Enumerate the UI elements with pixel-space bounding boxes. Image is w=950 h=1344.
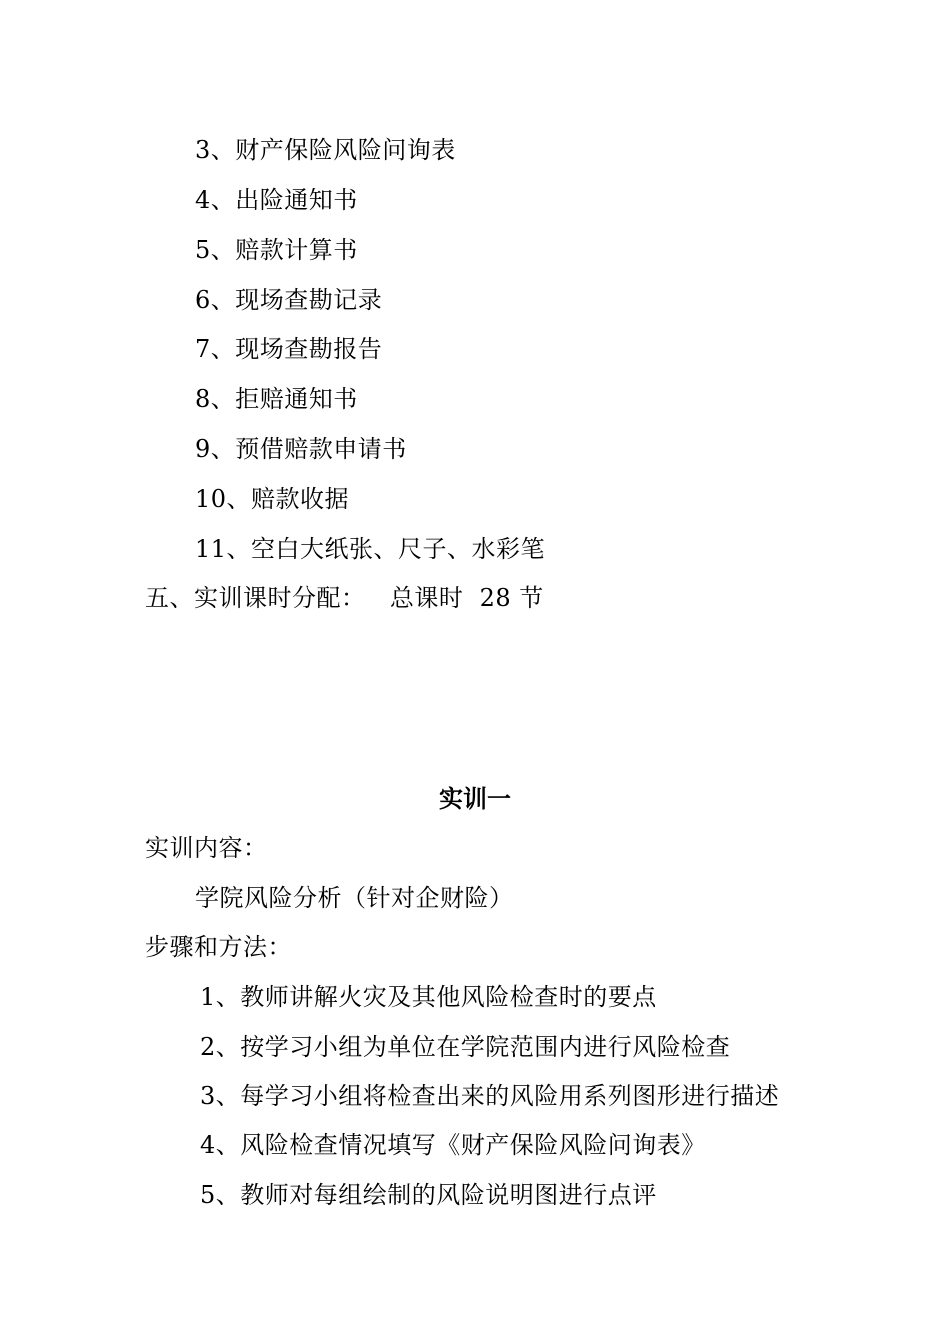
step-item: 5、教师对每组绘制的风险说明图进行点评 <box>200 1181 657 1209</box>
section-5-heading: 五、实训课时分配： 总课时 28 节 <box>145 584 544 612</box>
step-item: 1、教师讲解火灾及其他风险检查时的要点 <box>200 983 657 1011</box>
material-item: 10、赔款收据 <box>195 485 350 513</box>
material-item: 4、出险通知书 <box>195 186 358 214</box>
training-content-label: 实训内容： <box>145 834 268 862</box>
material-item: 3、财产保险风险问询表 <box>195 136 456 164</box>
training-content-text: 学院风险分析（针对企财险） <box>195 884 514 912</box>
steps-label: 步骤和方法： <box>145 933 292 961</box>
training-1-title: 实训一 <box>439 784 511 813</box>
material-item: 5、赔款计算书 <box>195 236 358 264</box>
step-item: 4、风险检查情况填写《财产保险风险问询表》 <box>200 1131 706 1159</box>
material-item: 11、空白大纸张、尺子、水彩笔 <box>195 535 546 563</box>
material-item: 6、现场查勘记录 <box>195 286 383 314</box>
material-item: 9、预借赔款申请书 <box>195 435 407 463</box>
step-item: 3、每学习小组将检查出来的风险用系列图形进行描述 <box>200 1082 780 1110</box>
step-item: 2、按学习小组为单位在学院范围内进行风险检查 <box>200 1033 731 1061</box>
material-item: 8、拒赔通知书 <box>195 385 358 413</box>
material-item: 7、现场查勘报告 <box>195 335 383 363</box>
